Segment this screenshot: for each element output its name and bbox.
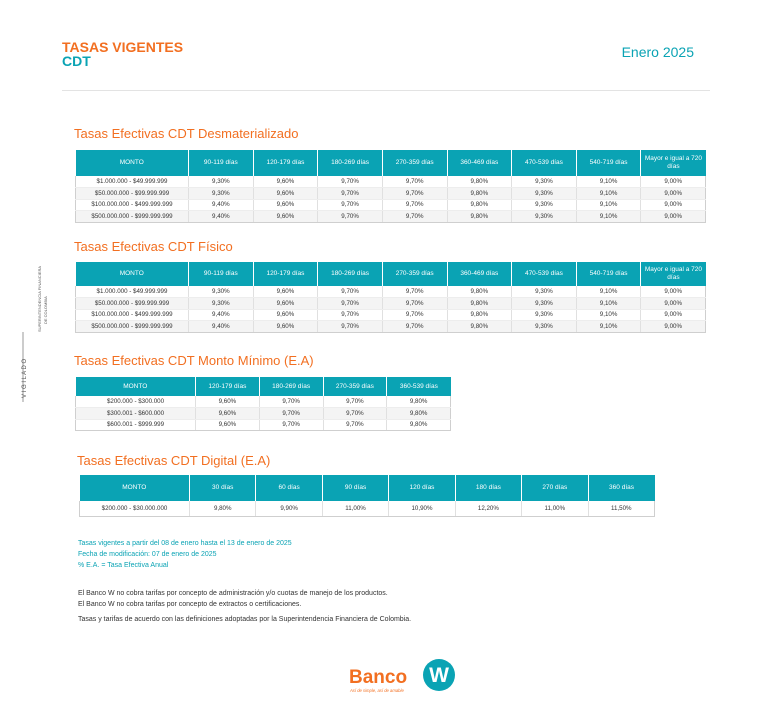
table-row bbox=[76, 419, 451, 431]
rate-cell: 9,60% bbox=[253, 199, 318, 211]
rates-table-monto-minimo bbox=[75, 377, 451, 431]
table-row bbox=[80, 501, 655, 516]
rate-cell: 9,70% bbox=[318, 211, 383, 223]
table-row bbox=[76, 286, 706, 298]
rate-cell: 9,80% bbox=[190, 501, 256, 516]
amount-range-cell: $500.000.000 - $999.999.999 bbox=[76, 321, 189, 333]
stamp-vigilado: V I G I L A D O bbox=[22, 358, 28, 398]
note-ea: % E.A. = Tasa Efectiva Anual bbox=[78, 562, 169, 569]
amount-range-cell: $50.000.000 - $99.999.999 bbox=[76, 188, 189, 200]
rate-cell: 9,70% bbox=[259, 408, 323, 420]
rate-cell: 9,60% bbox=[253, 176, 318, 188]
rates-table-desmaterializado bbox=[75, 150, 706, 223]
rate-cell: 9,30% bbox=[512, 188, 577, 200]
amount-range-cell: $300.001 - $600.000 bbox=[76, 408, 196, 420]
amount-range-cell: $100.000.000 - $499.999.999 bbox=[76, 199, 189, 211]
rate-cell: 9,10% bbox=[576, 309, 641, 321]
column-header-term: 90-119 días bbox=[189, 262, 254, 286]
rate-cell: 9,70% bbox=[323, 419, 387, 431]
rate-cell: 9,10% bbox=[576, 211, 641, 223]
column-header-monto: MONTO bbox=[76, 262, 189, 286]
logo-mark: W bbox=[429, 664, 449, 687]
column-header-term: 90-119 días bbox=[189, 150, 254, 176]
column-header-term: 120-179 días bbox=[253, 150, 318, 176]
logo-wordmark: Banco bbox=[349, 667, 408, 688]
rate-cell: 9,10% bbox=[576, 199, 641, 211]
rate-cell: 9,60% bbox=[253, 321, 318, 333]
rate-cell: 9,70% bbox=[259, 419, 323, 431]
column-header-term: 180-269 días bbox=[259, 377, 323, 396]
rates-table-fisico bbox=[75, 262, 706, 333]
rate-cell: 9,70% bbox=[382, 188, 447, 200]
column-header-term: 180 días bbox=[455, 475, 521, 501]
rate-cell: 9,70% bbox=[323, 408, 387, 420]
stamp-entity-1: SUPERINTENDENCIA FINANCIERA bbox=[37, 265, 42, 332]
note-admin-fees: El Banco W no cobra tarifas por concepto de administración y/o cuotas de manejo de los productos. bbox=[78, 590, 388, 597]
rate-cell: 9,10% bbox=[576, 176, 641, 188]
rate-cell: 9,30% bbox=[189, 176, 254, 188]
rate-cell: 9,70% bbox=[318, 286, 383, 298]
table-row bbox=[76, 176, 706, 188]
rate-cell: 9,30% bbox=[512, 309, 577, 321]
column-header-term: 180-269 días bbox=[318, 262, 383, 286]
column-header-term: 470-539 días bbox=[512, 262, 577, 286]
rates-table-digital bbox=[79, 475, 655, 517]
column-header-monto: MONTO bbox=[76, 377, 196, 396]
rate-cell: 9,30% bbox=[189, 298, 254, 310]
rate-cell: 9,70% bbox=[318, 199, 383, 211]
rate-cell: 9,80% bbox=[447, 298, 512, 310]
section-title-monto-minimo: Tasas Efectivas CDT Monto Mínimo (E.A) bbox=[74, 353, 314, 368]
column-header-term: Mayor e igual a 720 días bbox=[641, 150, 706, 176]
rate-cell: 9,00% bbox=[641, 321, 706, 333]
column-header-term: 270-359 días bbox=[323, 377, 387, 396]
section-title-desmaterializado: Tasas Efectivas CDT Desmaterializado bbox=[74, 126, 299, 141]
rate-cell: 9,90% bbox=[256, 501, 322, 516]
amount-range-cell: $100.000.000 - $499.999.999 bbox=[76, 309, 189, 321]
rate-cell: 9,70% bbox=[323, 396, 387, 408]
column-header-term: 270 días bbox=[522, 475, 588, 501]
table-row bbox=[76, 188, 706, 200]
rate-cell: 9,00% bbox=[641, 211, 706, 223]
rate-cell: 9,80% bbox=[447, 211, 512, 223]
section-title-digital: Tasas Efectivas CDT Digital (E.A) bbox=[77, 453, 271, 468]
rate-cell: 9,60% bbox=[253, 188, 318, 200]
rate-cell: 9,80% bbox=[387, 396, 451, 408]
rate-cell: 9,10% bbox=[576, 321, 641, 333]
column-header-term: 120-179 días bbox=[196, 377, 260, 396]
table-row bbox=[76, 309, 706, 321]
column-header-term: 360-469 días bbox=[447, 262, 512, 286]
rate-cell: 9,60% bbox=[196, 408, 260, 420]
header-divider bbox=[62, 90, 710, 91]
table-row bbox=[76, 408, 451, 420]
vigilado-stamp bbox=[14, 262, 50, 402]
rate-cell: 9,40% bbox=[189, 309, 254, 321]
column-header-term: 270-359 días bbox=[382, 262, 447, 286]
rate-cell: 9,40% bbox=[189, 199, 254, 211]
note-statement-fees: El Banco W no cobra tarifas por concepto de extractos o certificaciones. bbox=[78, 601, 302, 608]
note-superintendencia: Tasas y tarifas de acuerdo con las definiciones adoptadas por la Superintendencia Financiera de Colombia. bbox=[78, 616, 412, 623]
rate-cell: 9,70% bbox=[382, 309, 447, 321]
rate-cell: 9,70% bbox=[318, 298, 383, 310]
stamp-entity-2: DE COLOMBIA bbox=[43, 296, 48, 324]
rate-cell: 9,80% bbox=[447, 309, 512, 321]
column-header-term: 540-719 días bbox=[576, 150, 641, 176]
amount-range-cell: $50.000.000 - $99.999.999 bbox=[76, 298, 189, 310]
amount-range-cell: $500.000.000 - $999.999.999 bbox=[76, 211, 189, 223]
rate-cell: 11,00% bbox=[522, 501, 588, 516]
column-header-term: 60 días bbox=[256, 475, 322, 501]
rate-cell: 9,30% bbox=[512, 298, 577, 310]
rate-cell: 9,10% bbox=[576, 188, 641, 200]
column-header-term: 470-539 días bbox=[512, 150, 577, 176]
column-header-term: 360-539 días bbox=[387, 377, 451, 396]
rate-cell: 9,70% bbox=[382, 286, 447, 298]
rate-cell: 9,00% bbox=[641, 176, 706, 188]
rate-cell: 9,30% bbox=[189, 286, 254, 298]
amount-range-cell: $1.000.000 - $49.999.999 bbox=[76, 176, 189, 188]
rate-cell: 9,60% bbox=[196, 419, 260, 431]
table-row bbox=[76, 396, 451, 408]
rate-cell: 9,80% bbox=[387, 408, 451, 420]
table-row bbox=[76, 211, 706, 223]
rate-cell: 9,30% bbox=[512, 286, 577, 298]
table-row bbox=[76, 298, 706, 310]
banco-w-logo bbox=[348, 659, 458, 699]
rate-cell: 9,70% bbox=[318, 309, 383, 321]
rate-cell: 9,10% bbox=[576, 286, 641, 298]
column-header-term: 360 días bbox=[588, 475, 654, 501]
rate-cell: 9,60% bbox=[253, 286, 318, 298]
doc-subtitle: CDT bbox=[62, 53, 91, 69]
fee-notes bbox=[78, 588, 411, 625]
column-header-term: 360-469 días bbox=[447, 150, 512, 176]
rate-cell: 9,70% bbox=[382, 298, 447, 310]
rate-cell: 9,30% bbox=[512, 321, 577, 333]
logo-tagline: Así de simple, así de amable bbox=[350, 688, 404, 693]
rate-cell: 9,60% bbox=[253, 211, 318, 223]
rate-cell: 9,80% bbox=[447, 321, 512, 333]
rate-cell: 9,30% bbox=[189, 188, 254, 200]
column-header-term: 540-719 días bbox=[576, 262, 641, 286]
table-row bbox=[76, 199, 706, 211]
column-header-term: 180-269 días bbox=[318, 150, 383, 176]
rate-cell: 11,50% bbox=[588, 501, 654, 516]
rate-cell: 9,10% bbox=[576, 298, 641, 310]
note-modified: Fecha de modificación: 07 de enero de 2025 bbox=[78, 551, 217, 558]
note-validity: Tasas vigentes a partir del 08 de enero hasta el 13 de enero de 2025 bbox=[78, 540, 292, 547]
rate-cell: 9,40% bbox=[189, 321, 254, 333]
rate-cell: 9,40% bbox=[189, 211, 254, 223]
rate-cell: 9,80% bbox=[447, 188, 512, 200]
amount-range-cell: $200.000 - $30.000.000 bbox=[80, 501, 190, 516]
rate-cell: 9,70% bbox=[318, 176, 383, 188]
rate-cell: 9,30% bbox=[512, 199, 577, 211]
rate-cell: 9,80% bbox=[447, 176, 512, 188]
rate-cell: 9,70% bbox=[382, 321, 447, 333]
rate-cell: 10,90% bbox=[389, 501, 455, 516]
rate-cell: 9,80% bbox=[447, 286, 512, 298]
rate-cell: 9,80% bbox=[447, 199, 512, 211]
column-header-monto: MONTO bbox=[76, 150, 189, 176]
rate-cell: 9,00% bbox=[641, 199, 706, 211]
rate-cell: 9,60% bbox=[253, 298, 318, 310]
rate-cell: 9,70% bbox=[259, 396, 323, 408]
rate-cell: 9,70% bbox=[382, 176, 447, 188]
column-header-term: 120 días bbox=[389, 475, 455, 501]
doc-title: TASAS VIGENTES bbox=[62, 39, 184, 55]
rate-cell: 9,70% bbox=[382, 211, 447, 223]
rate-cell: 9,80% bbox=[387, 419, 451, 431]
rate-cell: 9,60% bbox=[253, 309, 318, 321]
rate-cell: 9,00% bbox=[641, 188, 706, 200]
doc-date: Enero 2025 bbox=[621, 44, 694, 60]
column-header-term: Mayor e igual a 720 días bbox=[641, 262, 706, 286]
rate-cell: 9,30% bbox=[512, 211, 577, 223]
amount-range-cell: $1.000.000 - $49.999.999 bbox=[76, 286, 189, 298]
rate-cell: 9,00% bbox=[641, 286, 706, 298]
column-header-monto: MONTO bbox=[80, 475, 190, 501]
section-title-fisico: Tasas Efectivas CDT Físico bbox=[74, 239, 233, 254]
amount-range-cell: $200.000 - $300.000 bbox=[76, 396, 196, 408]
rate-cell: 9,30% bbox=[512, 176, 577, 188]
validity-notes bbox=[78, 538, 292, 571]
rate-cell: 9,00% bbox=[641, 298, 706, 310]
rate-cell: 9,70% bbox=[318, 188, 383, 200]
rate-cell: 11,00% bbox=[322, 501, 388, 516]
column-header-term: 30 días bbox=[190, 475, 256, 501]
amount-range-cell: $600.001 - $999.999 bbox=[76, 419, 196, 431]
rate-cell: 9,00% bbox=[641, 309, 706, 321]
rate-cell: 9,70% bbox=[318, 321, 383, 333]
column-header-term: 270-359 días bbox=[382, 150, 447, 176]
rate-cell: 12,20% bbox=[455, 501, 521, 516]
column-header-term: 90 días bbox=[322, 475, 388, 501]
column-header-term: 120-179 días bbox=[253, 262, 318, 286]
rate-cell: 9,60% bbox=[196, 396, 260, 408]
rate-cell: 9,70% bbox=[382, 199, 447, 211]
table-row bbox=[76, 321, 706, 333]
